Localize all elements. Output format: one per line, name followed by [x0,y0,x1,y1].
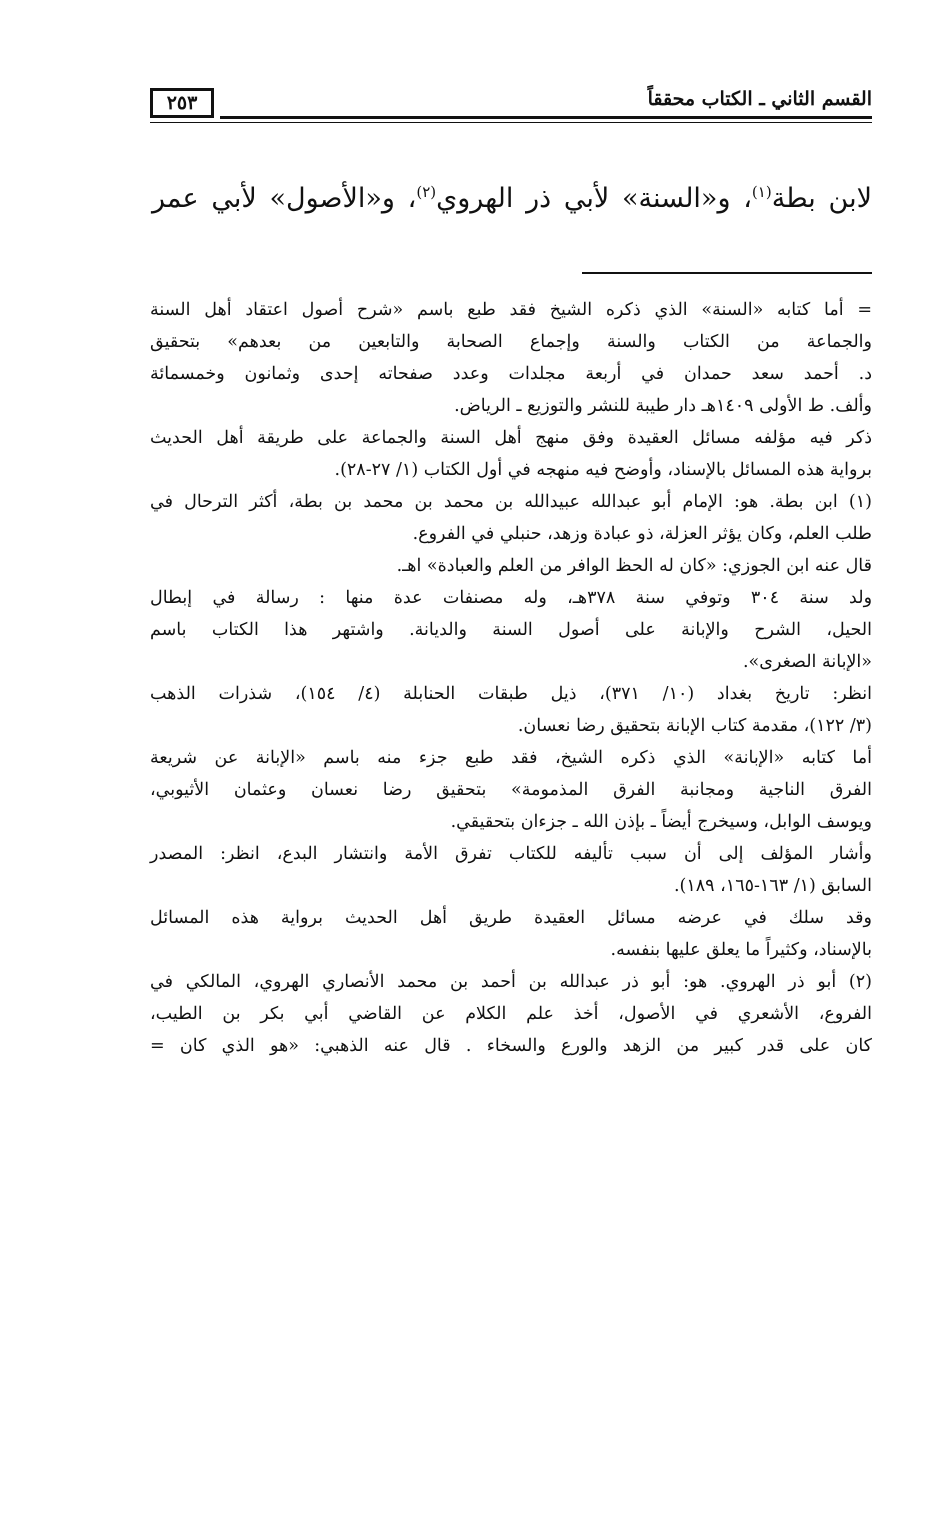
footnote-2 [150,966,872,1062]
footnote-line: ويوسف الوابل، وسيخرج أيضاً ـ بإذن الله ـ جزءان بتحقيقي. [450,812,872,832]
footnote-line: والجماعة من الكتاب والسنة وإجماع الصحابة والتابعين من بعدهم» بتحقيق [150,332,872,352]
header-rule-thin [150,122,872,123]
footnote-line: الفروع، الأشعري في الأصول، أخذ علم الكلام عن القاضي أبي بكر بن الطيب، [150,1004,872,1024]
footnote-line: ذكر فيه مؤلفه مسائل العقيدة وفق منهج أهل السنة والجماعة على طريقة أهل الحديث [150,428,872,448]
footnote-separator [582,272,872,274]
footnote-ref[interactable]: (١) [751,183,772,201]
header-rule-thick [220,116,872,119]
footnote-line: (٣/ ١٢٢)، مقدمة كتاب الإبانة بتحقيق رضا نعسان. [517,716,872,736]
main-text-part: ، و«السنة» لأبي ذر الهروي [436,183,752,214]
footnote-line: بالإسناد، وكثيراً ما يعلق عليها بنفسه. [610,940,872,960]
footnote-continuation-paragraph [150,422,872,486]
footnote-line: برواية هذه المسائل بالإسناد، وأوضح فيه منهجه في أول الكتاب (١/ ٢٧-٢٨). [334,460,872,480]
footnote-line: «الإبانة الصغرى». [742,652,872,672]
page-number: ٢٥٣ [150,88,214,118]
page-header [150,88,872,128]
main-text-part: لابن بطة [771,183,872,214]
running-head-title: القسم الثاني ـ الكتاب محققاً [647,88,872,110]
footnote-line: كان على قدر كبير من الزهد والورع والسخاء . قال عنه الذهبي: «هو الذي كان = [150,1036,872,1056]
footnote-1 [150,486,872,966]
footnote-line: الحيل، الشرح والإبانة على أصول السنة والديانة. واشتهر هذا الكتاب باسم [150,620,872,640]
footnote-continuation [150,294,872,422]
footnote-line: قال عنه ابن الجوزي: «كان له الحظ الوافر من العلم والعبادة» اهـ. [396,556,872,576]
footnotes-section [150,294,872,1062]
footnote-line: السابق (١/ ١٦٣-١٦٥، ١٨٩). [673,876,872,896]
footnote-line: (١) ابن بطة. هو: الإمام أبو عبدالله عبيدالله بن محمد بن محمد بن بطة، أكثر الترحال في [150,492,872,512]
footnote-line: وألف. ط الأولى ١٤٠٩هـ دار طيبة للنشر والتوزيع ـ الرياض. [454,396,872,416]
footnote-line: وأشار المؤلف إلى أن سبب تأليفه للكتاب تفرق الأمة وانتشار البدع، انظر: المصدر [150,844,872,864]
footnote-line: وقد سلك في عرضه مسائل العقيدة طريق أهل الحديث برواية هذه المسائل [150,908,872,928]
footnote-line: طلب العلم، وكان يؤثر العزلة، ذو عبادة وزهد، حنبلي في الفروع. [412,524,872,544]
footnote-line: أما كتابه «الإبانة» الذي ذكره الشيخ، فقد طبع جزء منه باسم «الإبانة عن شريعة [150,748,872,768]
main-text-line [152,174,872,224]
footnote-line: انظر: تاريخ بغداد (١٠/ ٣٧١)، ذيل طبقات الحنابلة (٤/ ١٥٤)، شذرات الذهب [150,684,872,704]
footnote-line: = أما كتابه «السنة» الذي ذكره الشيخ فقد طبع باسم «شرح أصول اعتقاد أهل السنة [150,300,872,320]
footnote-ref[interactable]: (٢) [416,183,437,201]
footnote-line: د. أحمد سعد حمدان في أربعة مجلدات وعدد صفحاته إحدى وثمانون وخمسمائة [150,364,872,384]
footnote-line: ولد سنة ٣٠٤ وتوفي سنة ٣٧٨هـ، وله مصنفات عدة منها : رسالة في إبطال [150,588,873,608]
footnote-line: (٢) أبو ذر الهروي. هو: أبو ذر عبدالله بن أحمد بن محمد الأنصاري الهروي، المالكي في [150,972,872,992]
main-text-part: ، و«الأصول» لأبي عمر [152,183,417,214]
footnote-line: الفرق الناجية ومجانبة الفرق المذمومة» بتحقيق رضا نعسان وعثمان الأثيوبي، [150,780,872,800]
